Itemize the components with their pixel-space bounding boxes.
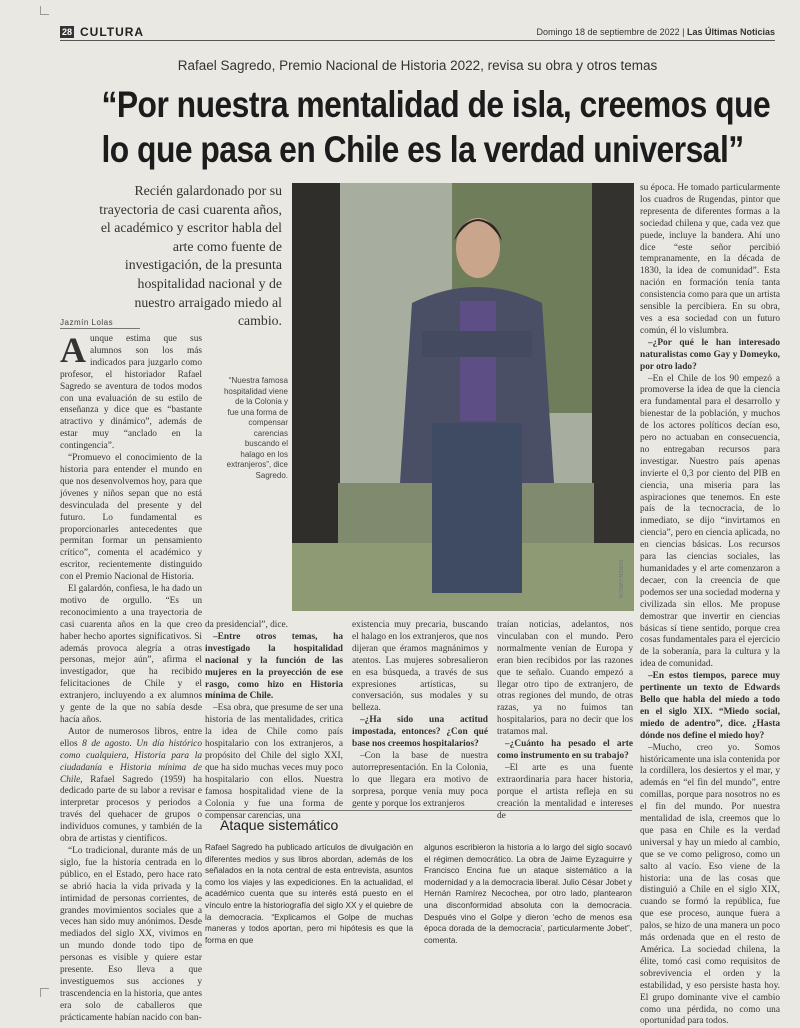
page-header bbox=[60, 24, 775, 41]
portrait-photo bbox=[292, 183, 634, 611]
body-paragraph: existencia muy precaria, buscando el halago en los extranjeros, que nos dijeran que éramos magnánimos y atentos. Las mujeres sobresalieron en esa búsqueda, a través de sus expresiones artísticas, su conversación, sus modales y su belleza. bbox=[352, 620, 488, 714]
article-kicker: Rafael Sagredo, Premio Nacional de Historia 2022, revisa su obra y otros temas bbox=[177, 58, 658, 73]
drop-cap: A bbox=[60, 330, 86, 370]
photo-credit: RUBÉN GARCÍA bbox=[617, 560, 623, 599]
crop-mark bbox=[40, 6, 49, 15]
body-paragraph: –Mucho, creo yo. Somos históricamente una isla contenida por la cordillera, los desiertos y el mar, y además en “el fin del mundo”, entre comillas, porque para nosotros no es el fin del mundo. Por nuestra mentalidad de isla, creemos que lo que pasa en Chile es la verdad universal y hay un miedo al cambio, que se ve como peligroso, como un salto al vacío. Eso viene de la historia: una de las cosas que distinguió a Chile en el siglo XIX, cuando se formó la república, fue que ese proceso, aunque fuera a palos, se hizo de una manera un poco más ordenada que en el resto de América. La sociedad chilena, la élite, tomó casi como requisitos de sobrevivencia el orden y la estabilidad, y eso persiste hasta hoy. El grupo dominante vive el cambio como una pérdida, no como una oportunidad para todos. bbox=[640, 742, 780, 1027]
body-column-3 bbox=[352, 620, 488, 860]
publication-name: Las Últimas Noticias bbox=[686, 27, 775, 37]
interview-question: –¿Por qué le han interesado naturalistas como Gay y Domeyko, por otro lado? bbox=[640, 337, 780, 372]
issue-date: Domingo 18 de septiembre de 2022 bbox=[536, 27, 680, 37]
body-paragraph: –El arte es una fuente extraordinaria para hacer historia, porque el artista refleja en su creación la mentalidad e intereses de bbox=[497, 762, 633, 821]
headline-line-2: lo que pasa en Chile es la verdad universal” bbox=[101, 129, 744, 170]
body-paragraph: da presidencial”, dice. bbox=[205, 620, 289, 630]
paragraph-text: , Rafael Sagredo (1959) ha dedicado parte de su labor a revisar e interpretar procesos y periodos a través del quehacer de grupos o individuos comunes, y también de la obra de artistas y científicos. bbox=[60, 774, 202, 845]
body-paragraph: –En el Chile de los 90 empezó a promoverse la idea de que la ciencia era fundamental para el desarrollo y bienestar de la población, y muchos de los actores políticos decían eso, pero no actuaban en consecuencia, no entregaban recursos para investigar. Nuestro país apenas invierte el 0,3 por ciento del PIB en ciencia, una miseria para las aspiraciones que tenemos. En este país de la tecnocracia, de lo inmediato, se dijo “invirtamos en ciencia”, pero en ciencia aplicada, no en ciencias básicas. Los recursos para las ciencias sociales, las humanidades y el arte comenzaron a decaer, con la creencia de que podemos ser una sociedad moderna y civilizada sin ellos. Me propuse demostrar que invertir en ciencias básicas sí tiene sentido, porque crea cosas fundamentales para el ejercicio de la soberanía, para la cultura y la idea de comunidad. bbox=[640, 373, 780, 670]
paragraph-text: e bbox=[102, 762, 121, 773]
sidebar-column-2: algunos escribieron la historia a lo largo del siglo socavó el régimen democrático. La obra de Jaime Eyzaguirre y Francisco Encina fue un ataque sistemático a la modernidad y a la democracia liberal. Julio César Jobet y Hernán Ramírez Necochea, por otro lado, plantearon una disconformidad absoluta con la democracia. Después vino el Golpe y dieron ‘echo de menos esa época dorada de la democracia’, particularmente Jobet”, comenta. bbox=[424, 843, 632, 945]
interview-question: –Entre otros temas, ha investigado la hospitalidad nacional y la función de las mujeres en la proyección de ese rasgo, como hizo en Historia mínima de Chile. bbox=[205, 631, 343, 702]
body-paragraph: “Promuevo el conocimiento de la historia para entender el mundo en que nos desenvolvemos hoy, para que jóvenes y niños sepan que no está desvinculada del presente y del futuro. Lo fundamental es proporcionarles antecedentes que permitan formar un pensamiento crítico”, comenta el académico y escritor, recientemente distinguido con el Premio Nacional de Historia. bbox=[60, 453, 202, 583]
crop-mark bbox=[40, 988, 49, 997]
body-paragraph: “Lo tradicional, durante más de un siglo, fue la historia centrada en lo público, en el Estado, pero hace rato se abrió hacia la vida privada y la intimidad de personas corrientes, de grandes movimientos sociales que a veces han sido muy anónimos. Desde mediados del siglo XX, vivimos en un mundo donde todo tipo de personas es visible y quiere estar presente. Eso lleva a que investiguemos sus acciones y trascendencia en la historia, que antes era solo de caballeros que prácticamente habían nacido con ban- bbox=[60, 845, 202, 1023]
portrait-illustration bbox=[292, 183, 634, 611]
body-column-4 bbox=[497, 620, 633, 860]
dateline: Domingo 18 de septiembre de 2022 | Las Últimas Noticias bbox=[536, 27, 775, 37]
author-byline: Jazmín Lolas bbox=[60, 318, 140, 329]
man-jeans bbox=[432, 423, 522, 593]
headline-line-1: “Por nuestra mentalidad de isla, creemos que bbox=[101, 84, 771, 125]
book-title: Historia mínima de Chile bbox=[60, 762, 202, 785]
paragraph-text: Autor de numerosos libros, entre ellos bbox=[60, 726, 202, 749]
sidebar-title: Ataque sistemático bbox=[220, 817, 339, 833]
body-column-1 bbox=[60, 330, 202, 1023]
page-number: 28 bbox=[61, 27, 72, 37]
body-paragraph: traían noticias, adelantos, nos vinculaban con el mundo. Pero normalmente venían de Europa y eran bien recibidos por las razones que te señalo. Cuando empezó a llegar otro tipo de extranjero, de otras regiones del mundo, de otras razas, ya no fuimos tan hospitalarios, para no decir que los tratamos mal. bbox=[497, 620, 633, 738]
section-name: CULTURA bbox=[80, 25, 145, 39]
body-paragraph: su época. He tomado particularmente los cuadros de Rugendas, pintor que representa de diferentes formas a la sociedad chilena y que, cada vez que puede, incluye la bandera. Ahí uno dice “este señor percibió tempranamente, en la década de 1830, la idea de comunidad”. Esta nación en formación tenía tanta consistencia como para que un artista sensible la percibiera. En su obra, ves a esa sociedad con un futuro común, él lo vislumbra. bbox=[640, 183, 780, 336]
body-column-5 bbox=[640, 183, 780, 1027]
book-titles: 8 de agosto. Un día histórico como cualquiera, Historia para la ciudadanía bbox=[60, 738, 202, 773]
interview-question: –En estos tiempos, parece muy pertinente un texto de Edwards Bello que habla del miedo a todo en el siglo XIX. “Miedo social, miedo de adentro”, dice. ¿Hasta dónde nos define el miedo hoy? bbox=[640, 671, 780, 741]
interview-question: –¿Cuánto ha pesado el arte como instrumento en su trabajo? bbox=[497, 739, 633, 761]
body-paragraph bbox=[60, 727, 202, 846]
interview-question: –¿Ha sido una actitud impostada, entonces? ¿Con qué base nos creemos hospitalarios? bbox=[352, 715, 488, 750]
sidebar-column-1: Rafael Sagredo ha publicado artículos de divulgación en diferentes medios y sus libros abordan, además de los señalados en la nota central de esta entrevista, asuntos como los viajes y las expediciones. En la actualidad, el académico cuenta que su interés está puesto en el vínculo entre la historiografía del siglo XX y el quiebre de la democracia. “Explicamos el Golpe de muchas maneras y todos aportan, pero mi hipótesis es que la forma en que bbox=[205, 843, 413, 945]
body-paragraph bbox=[60, 330, 202, 453]
article-headline bbox=[101, 82, 771, 172]
man-shirt bbox=[460, 301, 496, 421]
photo-caption: “Nuestra famosa hospitalidad viene de la Colonia y fue una forma de compensar carencias buscando el halago en los extranjeros”, dice Sagredo. bbox=[223, 376, 288, 480]
body-paragraph: –Esa obra, que presume de ser una historia de las mentalidades, critica la idea de Chile como país hospitalario con los extranjeros, a propósito del Chile del siglo XXI, que ha sido muchas veces muy poco hospitalario con ellos. Nuestra famosa hospitalidad viene de la Colonia y fue una forma de compensar carencias, una bbox=[205, 703, 343, 821]
crossed-arms bbox=[422, 331, 532, 357]
paragraph-text: unque estima que sus alumnos son los más indicados para juzgarlo como profesor, el historiador Rafael Sagredo se aventura de todos modos con una evaluación de su estilo de enseñanza y dice que es “bastante atractivo y dinámico”, además de estar muy “anclado en la contingencia”. bbox=[60, 334, 202, 452]
article-lead: Recién galardonado por su trayectoria de casi cuarenta años, el académico y escritor habla del arte como fuente de investigación, de la presunta hospitalidad nacional y de nuestro arraigado miedo al cambio. bbox=[99, 183, 282, 329]
sidebar-divider bbox=[205, 810, 632, 811]
body-paragraph: –Con la base de nuestra autorrepresentación. En la Colonia, lo que llegara era motivo de sorpresa, porque venía muy poca gente y porque los extranjeros bbox=[352, 750, 488, 809]
body-paragraph: El galardón, confiesa, le ha dado un motivo de orgullo. “Es un reconocimiento a una trayectoria de casi cuarenta años en la que creo haber hecho aportes significativos. Si además provoca alegría a otras personas, mejor aún”, afirma el investigador, que ha recibido felicitaciones de Chile y el extranjero, incluyendo a ex alumnos y gente de la que no sabía desde hacía años. bbox=[60, 584, 202, 725]
